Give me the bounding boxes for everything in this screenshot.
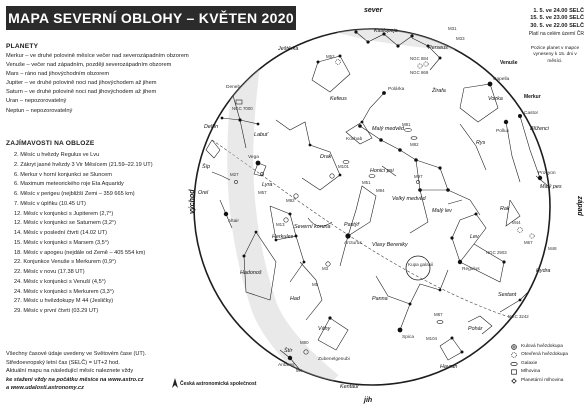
planet-mercury-marker [531, 85, 536, 90]
label-polarka: Polárka [388, 87, 405, 92]
star [289, 213, 292, 216]
star [519, 299, 522, 302]
star [438, 166, 441, 169]
date-row: 15. 5. ve 23.00 SELČ [530, 15, 584, 22]
label-galaxy-cluster: Kupa galaxií [408, 262, 434, 267]
label-procyon: Procyon [538, 171, 556, 176]
label-jesterka: Ještěrka [278, 46, 299, 52]
label-object: M27 [230, 172, 239, 177]
label-object: M92 [286, 198, 295, 203]
event-row: 6. Měsíc v perigeu (nejbližší Zemi – 359 665 km) [14, 191, 135, 197]
events-heading: ZAJÍMAVOSTI NA OBLOZE [6, 140, 95, 147]
date-row: 30. 5. ve 22.00 SELČ [530, 22, 584, 29]
note-line: Aktuální mapu na následující měsíc naleznete vždy [6, 368, 134, 375]
label-object: M104 [426, 336, 437, 341]
planet-row-jupiter: Jupiter – ve druhé polovině noci nad jihovýchodem až jihem [6, 80, 157, 87]
star [439, 57, 442, 60]
label-kefeus: Kefeus [330, 96, 347, 102]
planet-row-neptune: Neptun – nepozorovatelný [6, 107, 73, 114]
direction-west: západ [576, 196, 583, 216]
label-sip: Šíp [202, 164, 211, 170]
planets-on-map [507, 67, 537, 91]
label-pollux: Pollux [496, 129, 510, 134]
star-pollux [504, 120, 508, 124]
event-row: 15. Měsíc v konjunkci s Marsem (3,5°) [14, 239, 109, 246]
star-deneb [230, 90, 234, 94]
label-blizenci: Blíženci [530, 126, 549, 132]
page-title: MAPA SEVERNÍ OBLOHY – KVĚTEN 2020 [6, 6, 296, 30]
legend-label: Otevřená hvězdokupa [521, 352, 568, 358]
event-row: 24. Měsíc v konjunkci s Merkurem (3,3°) [14, 288, 114, 295]
event-row: 12. Měsíc v konjunkci s Jupiterem (2,7°) [14, 210, 114, 217]
label-zubenelgenubi: Zubenelgenubi [318, 357, 350, 362]
legend-label: Mlhovina [521, 369, 541, 375]
star [451, 337, 454, 340]
star-spica [398, 328, 403, 333]
label-lyra: Lyra [262, 182, 273, 188]
star [439, 289, 442, 292]
label-object: M48 [548, 246, 557, 251]
planet-row-mars: Mars – ráno nad jihovýchodním obzorem [6, 71, 110, 78]
planet-row-venus: Venuše – večer nad západním, později severozápadním obzorem [6, 62, 172, 69]
label-regulus: Regulus [462, 267, 480, 272]
note-line: Všechny časové údaje uvedeny ve Světovém čase (UT). [6, 351, 147, 357]
label-sextant: Sextant [498, 292, 517, 298]
note-line: Středoevropský letní čas (SELČ) = UT+2 hod. [6, 359, 120, 366]
star-zubenelgenubi [328, 316, 331, 319]
label-object: M52 [326, 54, 335, 59]
label-maly-medved: Malý medvěd [372, 126, 405, 132]
label-orel: Orel [198, 190, 209, 196]
event-row: 2. Zákryt jasné hvězdy 3 Vir Měsícem (21.59–22.19 UT) [14, 161, 153, 168]
label-lev: Lev [470, 234, 479, 240]
label-maly-pes: Malý pes [540, 184, 562, 190]
label-kochab: Kochab [346, 137, 363, 142]
star [339, 174, 342, 177]
planet-row-uranus: Uran – nepozorovatelný [6, 98, 67, 105]
legend-label: Kulová hvězdokupa [521, 344, 563, 349]
star [396, 44, 399, 47]
label-maly-lev: Malý lev [432, 208, 452, 214]
event-row: 6. Merkur v horní konjunkci se Sluncem [14, 171, 112, 178]
star [475, 213, 478, 216]
star [317, 61, 320, 64]
label-object: M97 [414, 174, 423, 179]
label-drak: Drak [320, 154, 332, 160]
label-object: M5 [312, 282, 319, 287]
label-vozka: Vozka [488, 96, 503, 102]
star [418, 188, 422, 192]
label-pastyr: Pastýř [344, 222, 360, 228]
label-object: NGC 3242 [508, 314, 529, 319]
label-vega: Vega [248, 155, 259, 160]
label-object: M101 [338, 164, 349, 169]
label-object: NGC 884 [410, 56, 429, 61]
label-vahy: Váhy [318, 326, 331, 332]
label-object: M31 [448, 26, 457, 31]
label-herkules: Herkules [272, 234, 294, 240]
planets-heading: PLANETY [6, 43, 39, 50]
society-name: Česká astronomická společnost [180, 381, 257, 387]
label-deneb: Deneb [226, 85, 241, 90]
event-row: 2. Měsíc u hvězdy Regulus ve Lvu [14, 152, 100, 158]
planet-venus-marker [507, 67, 513, 73]
label-stir: Štír [284, 348, 293, 354]
website-link[interactable]: a www.udalosti.astronomy.cz [6, 385, 84, 392]
star-castor [518, 114, 522, 118]
label-rak: Rak [500, 206, 510, 212]
label-object: M82 [410, 142, 419, 147]
star-procyon [538, 176, 542, 180]
star [257, 123, 260, 126]
label-mercury: Merkur [524, 94, 541, 100]
label-havran: Havran [440, 364, 458, 370]
label-object: NGC 869 [410, 70, 429, 75]
event-row: 27. Měsíc u hvězdokupy M 44 (Jesličky) [14, 298, 114, 305]
label-perseus: Perseus [428, 45, 448, 51]
label-altair: Altair [228, 219, 239, 224]
label-object: M4 [296, 368, 303, 373]
star [502, 260, 505, 263]
star [398, 148, 402, 152]
label-object: NGC 7000 [232, 106, 253, 111]
event-row: 7. Měsíc v úplňku (10.45 UT) [14, 200, 86, 207]
direction-south: jih [364, 397, 373, 404]
star [446, 188, 450, 192]
label-spica: Spica [402, 335, 414, 340]
note-line: ke stažení vždy na počátku měsíce na www.astro.cz [6, 376, 144, 383]
star [379, 138, 383, 142]
label-honici-psi: Honicí psi [370, 168, 394, 174]
label-object: M33 [456, 36, 465, 41]
star [354, 30, 357, 33]
label-castor: Castor [524, 111, 539, 116]
event-row: 18. Měsíc v apogeu (nejdále od Země – 405 554 km) [14, 249, 146, 256]
star [414, 158, 418, 162]
star-vega [256, 161, 261, 166]
label-capella: Capella [493, 77, 510, 82]
star [238, 118, 241, 121]
label-object: M94 [376, 188, 385, 193]
label-severni-koruna: Severní koruna [294, 224, 331, 230]
label-object: M51 [362, 180, 371, 185]
label-antares: Antares [278, 363, 295, 368]
star [309, 144, 312, 147]
star [303, 261, 306, 264]
star-altair [224, 212, 228, 216]
label-object: M3 [322, 266, 329, 271]
star [410, 34, 413, 37]
event-row: 12. Měsíc v konjunkci se Saturnem (3,2°) [14, 220, 117, 227]
label-zirafa: Žirafa [432, 88, 446, 94]
event-row: 29. Měsíc v první čtvrti (03.29 UT) [14, 308, 99, 314]
star [339, 55, 342, 58]
legend-label: Planetární mlhovina [521, 377, 564, 383]
legend-label: Galaxie [521, 360, 538, 366]
star-antares [288, 356, 292, 360]
star [366, 40, 369, 43]
label-kasiopeja: Kasiopeja [374, 28, 398, 34]
label-hadonos: Hadonoš [240, 270, 262, 276]
star [361, 121, 364, 124]
label-pohar: Pohár [468, 326, 483, 332]
label-object: M80 [300, 340, 309, 345]
label-arcturus: Arcturus [344, 241, 362, 246]
label-velky-medved: Velký medvěd [392, 196, 426, 202]
date-row: 1. 5. ve 24.00 SELČ [533, 8, 584, 14]
direction-north: sever [364, 7, 383, 14]
label-labut: Labuť [254, 132, 268, 138]
direction-east: východ [189, 189, 196, 214]
star [409, 303, 412, 306]
label-panna: Panna [372, 296, 388, 302]
label-kentaur: Kentaur [340, 384, 359, 390]
planet-row-saturn: Saturn – ve druhé polovině noci nad jihovýchodem až jihem [6, 89, 157, 96]
star-capella [488, 82, 493, 87]
label-object: M87 [434, 312, 443, 317]
label-rys: Rys [476, 140, 486, 146]
star [461, 351, 464, 354]
label-venus: Venuše [500, 60, 518, 66]
star [555, 261, 558, 264]
star [450, 236, 453, 239]
label-vlasy-bereniky: Vlasy Bereniky [372, 242, 408, 248]
label-hydra: Hydra [536, 268, 551, 274]
label-object: M13 [276, 222, 285, 227]
label-object: M57 [258, 190, 267, 195]
event-row: 22. Konjunkce Venuše s Merkurem (0,9°) [14, 259, 117, 266]
label-object: M67 [524, 240, 533, 245]
star [358, 124, 362, 128]
label-delfin: Delfín [204, 124, 219, 130]
star [295, 235, 298, 238]
planet-position-note: Pozice planet v mapce vyneseny k 15. dni v měsíci. [530, 46, 580, 64]
star-polaris [382, 91, 386, 95]
event-row: 22. Měsíc v novu (17.38 UT) [14, 269, 85, 275]
planet-row-mercury: Merkur – ve druhé polovině měsíce večer nad severozápadním obzorem [6, 53, 189, 59]
star [243, 255, 246, 258]
event-row: 14. Měsíc v poslední čtvrti (14.02 UT) [14, 230, 107, 236]
label-object: NGC 2903 [486, 250, 507, 255]
star [255, 231, 258, 234]
star-regulus [458, 260, 462, 264]
label-object: M44 [512, 220, 521, 225]
event-row: 6. Maximum meteorického roje Eta Aquaridy [14, 181, 124, 188]
validity-region: Platí na celém území ČR [528, 30, 584, 37]
star [221, 117, 224, 120]
star-arcturus [345, 233, 350, 238]
label-object: M81 [402, 122, 411, 127]
label-had: Had [290, 296, 300, 302]
event-row: 24. Měsíc v konjunkci s Venuší (4,5°) [14, 278, 106, 285]
